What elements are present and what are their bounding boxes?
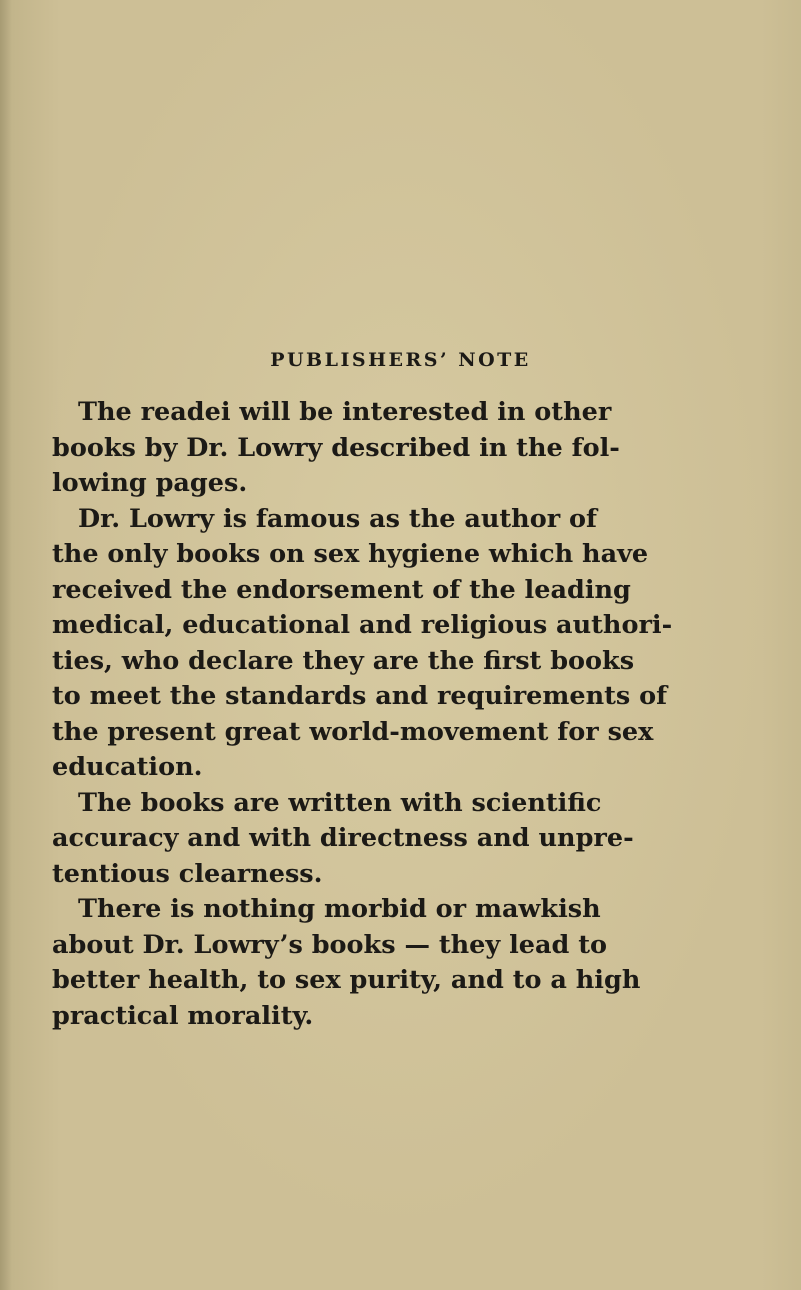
text-line: There is nothing morbid or mawkish bbox=[78, 894, 601, 924]
paragraph-4 bbox=[52, 892, 772, 1034]
text-line: to meet the standards and requirements of bbox=[52, 681, 668, 711]
text-line: received the endorsement of the leading bbox=[52, 574, 631, 605]
page-edge-shadow bbox=[0, 0, 12, 1290]
text-line: better health, to sex purity, and to a high bbox=[52, 965, 641, 995]
text-line: The books are written with scientific bbox=[78, 787, 602, 818]
paragraph-1 bbox=[52, 395, 772, 502]
text-line: lowing pages. bbox=[52, 468, 248, 498]
text-line: practical morality. bbox=[52, 1000, 314, 1031]
paragraph-2 bbox=[52, 502, 772, 786]
text-line: Dr. Lowry is famous as the author of bbox=[78, 503, 598, 534]
text-line: education. bbox=[52, 752, 203, 782]
text-line: books by Dr. Lowry described in the fol- bbox=[52, 432, 620, 463]
text-line: about Dr. Lowry’s books — they lead to bbox=[52, 929, 607, 960]
text-line: ties, who declare they are the first books bbox=[52, 645, 635, 676]
text-line: the only books on sex hygiene which have bbox=[52, 539, 649, 569]
paragraph-3 bbox=[52, 786, 772, 893]
note-body bbox=[52, 395, 772, 1034]
text-line: accuracy and with directness and unpre- bbox=[52, 823, 634, 853]
text-line: the present great world-movement for sex bbox=[52, 716, 654, 747]
text-line: The readei will be interested in other bbox=[78, 397, 612, 427]
page-heading: PUBLISHERS’ NOTE bbox=[270, 349, 531, 371]
text-line: tentious clearness. bbox=[52, 858, 323, 889]
text-line: medical, educational and religious authori- bbox=[52, 610, 673, 640]
